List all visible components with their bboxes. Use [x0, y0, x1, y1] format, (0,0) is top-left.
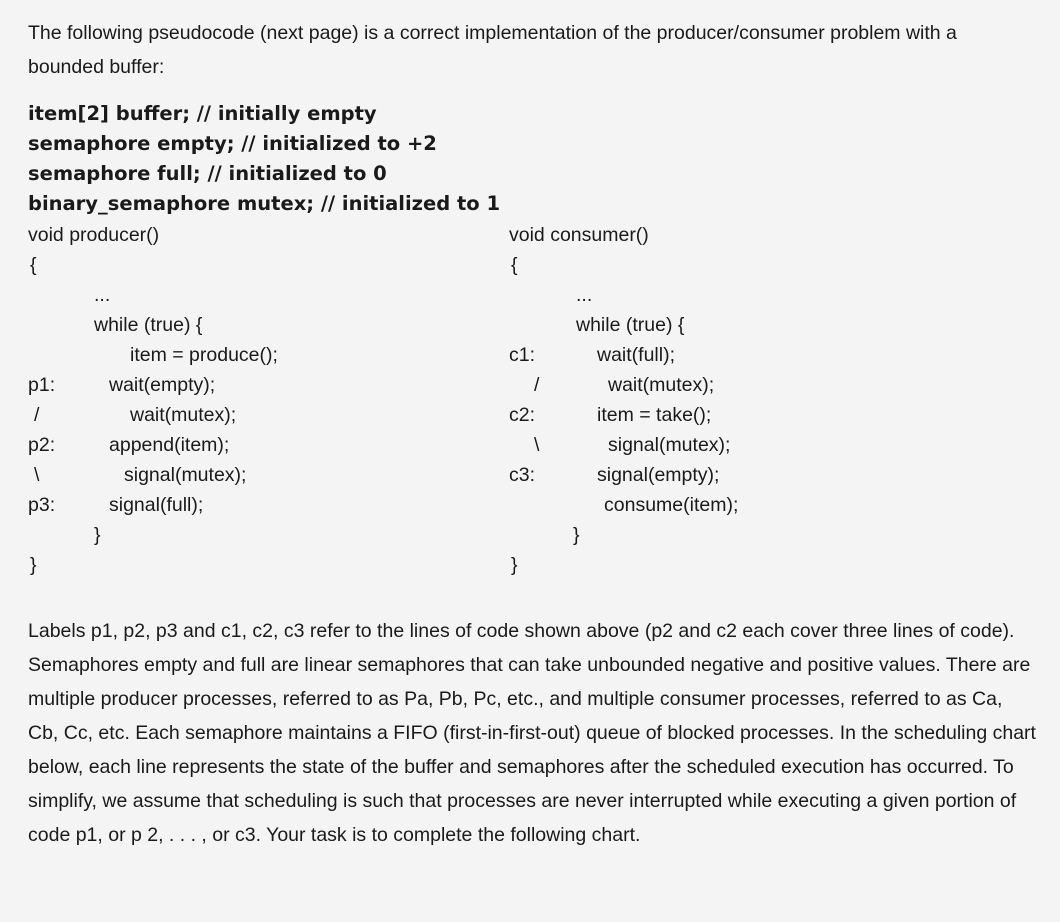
consumer-line: signal(empty); — [597, 464, 720, 486]
consumer-line: consume(item); — [604, 494, 739, 516]
consumer-open-brace: { — [511, 254, 518, 276]
decl-mutex: binary_semaphore mutex; // initialized to 1 — [28, 192, 501, 215]
decl-full: semaphore full; // initialized to 0 — [28, 162, 387, 185]
producer-label-slash: / — [34, 404, 40, 426]
consumer-label-c2: c2: — [509, 404, 536, 426]
consumer-label-c1: c1: — [509, 344, 536, 366]
consumer-label-slash: / — [534, 374, 540, 396]
consumer-line: signal(mutex); — [608, 434, 731, 456]
consumer-line: ... — [576, 284, 593, 306]
consumer-label-backslash: \ — [534, 434, 540, 456]
producer-line: wait(empty); — [109, 374, 216, 396]
consumer-line: wait(mutex); — [608, 374, 715, 396]
producer-line: item = produce(); — [130, 344, 278, 366]
consumer-line: while (true) { — [576, 314, 685, 336]
intro-text: The following pseudocode (next page) is a correct implementation of the producer/consumer problem with a bounded buffer: — [28, 22, 957, 78]
declarations-block — [28, 99, 500, 219]
decl-buffer: item[2] buffer; // initially empty — [28, 102, 377, 125]
decl-empty: semaphore empty; // initialized to +2 — [28, 132, 437, 155]
consumer-line: item = take(); — [597, 404, 712, 426]
producer-open-brace: { — [30, 254, 37, 276]
producer-label-backslash: \ — [34, 464, 40, 486]
producer-line: while (true) { — [94, 314, 203, 336]
description-paragraph: Labels p1, p2, p3 and c1, c2, c3 refer to the lines of code shown above (p2 and c2 each cover three lines of code). Semaphores empty and full are linear semaphores that can take unbounded negative and positive values. There are multiple producer processes, referred to as Pa, Pb, Pc, etc., and multiple consumer processes, referred to as Ca, Cb, Cc, etc. Each semaphore maintains a FIFO (first-in-first-out) queue of blocked processes. In the scheduling chart below, each line represents the state of the buffer and semaphores after the scheduled execution has occurred. To simplify, we assume that scheduling is such that processes are never interrupted while executing a given portion of code p1, or p 2, . . . , or c3. Your task is to complete the following chart. — [28, 620, 1036, 846]
consumer-label-c3: c3: — [509, 464, 536, 486]
producer-header: void producer() — [28, 224, 160, 246]
producer-line: signal(mutex); — [124, 464, 247, 486]
consumer-close-brace: } — [511, 554, 518, 576]
producer-line: } — [94, 524, 101, 546]
producer-line: wait(mutex); — [130, 404, 237, 426]
producer-line: signal(full); — [109, 494, 204, 516]
consumer-line: } — [573, 524, 580, 546]
producer-line: append(item); — [109, 434, 230, 456]
producer-label-p2: p2: — [28, 434, 56, 456]
producer-close-brace: } — [30, 554, 37, 576]
consumer-header: void consumer() — [509, 224, 649, 246]
producer-line: ... — [94, 284, 111, 306]
consumer-line: wait(full); — [597, 344, 676, 366]
producer-label-p3: p3: — [28, 494, 56, 516]
producer-label-p1: p1: — [28, 374, 56, 396]
